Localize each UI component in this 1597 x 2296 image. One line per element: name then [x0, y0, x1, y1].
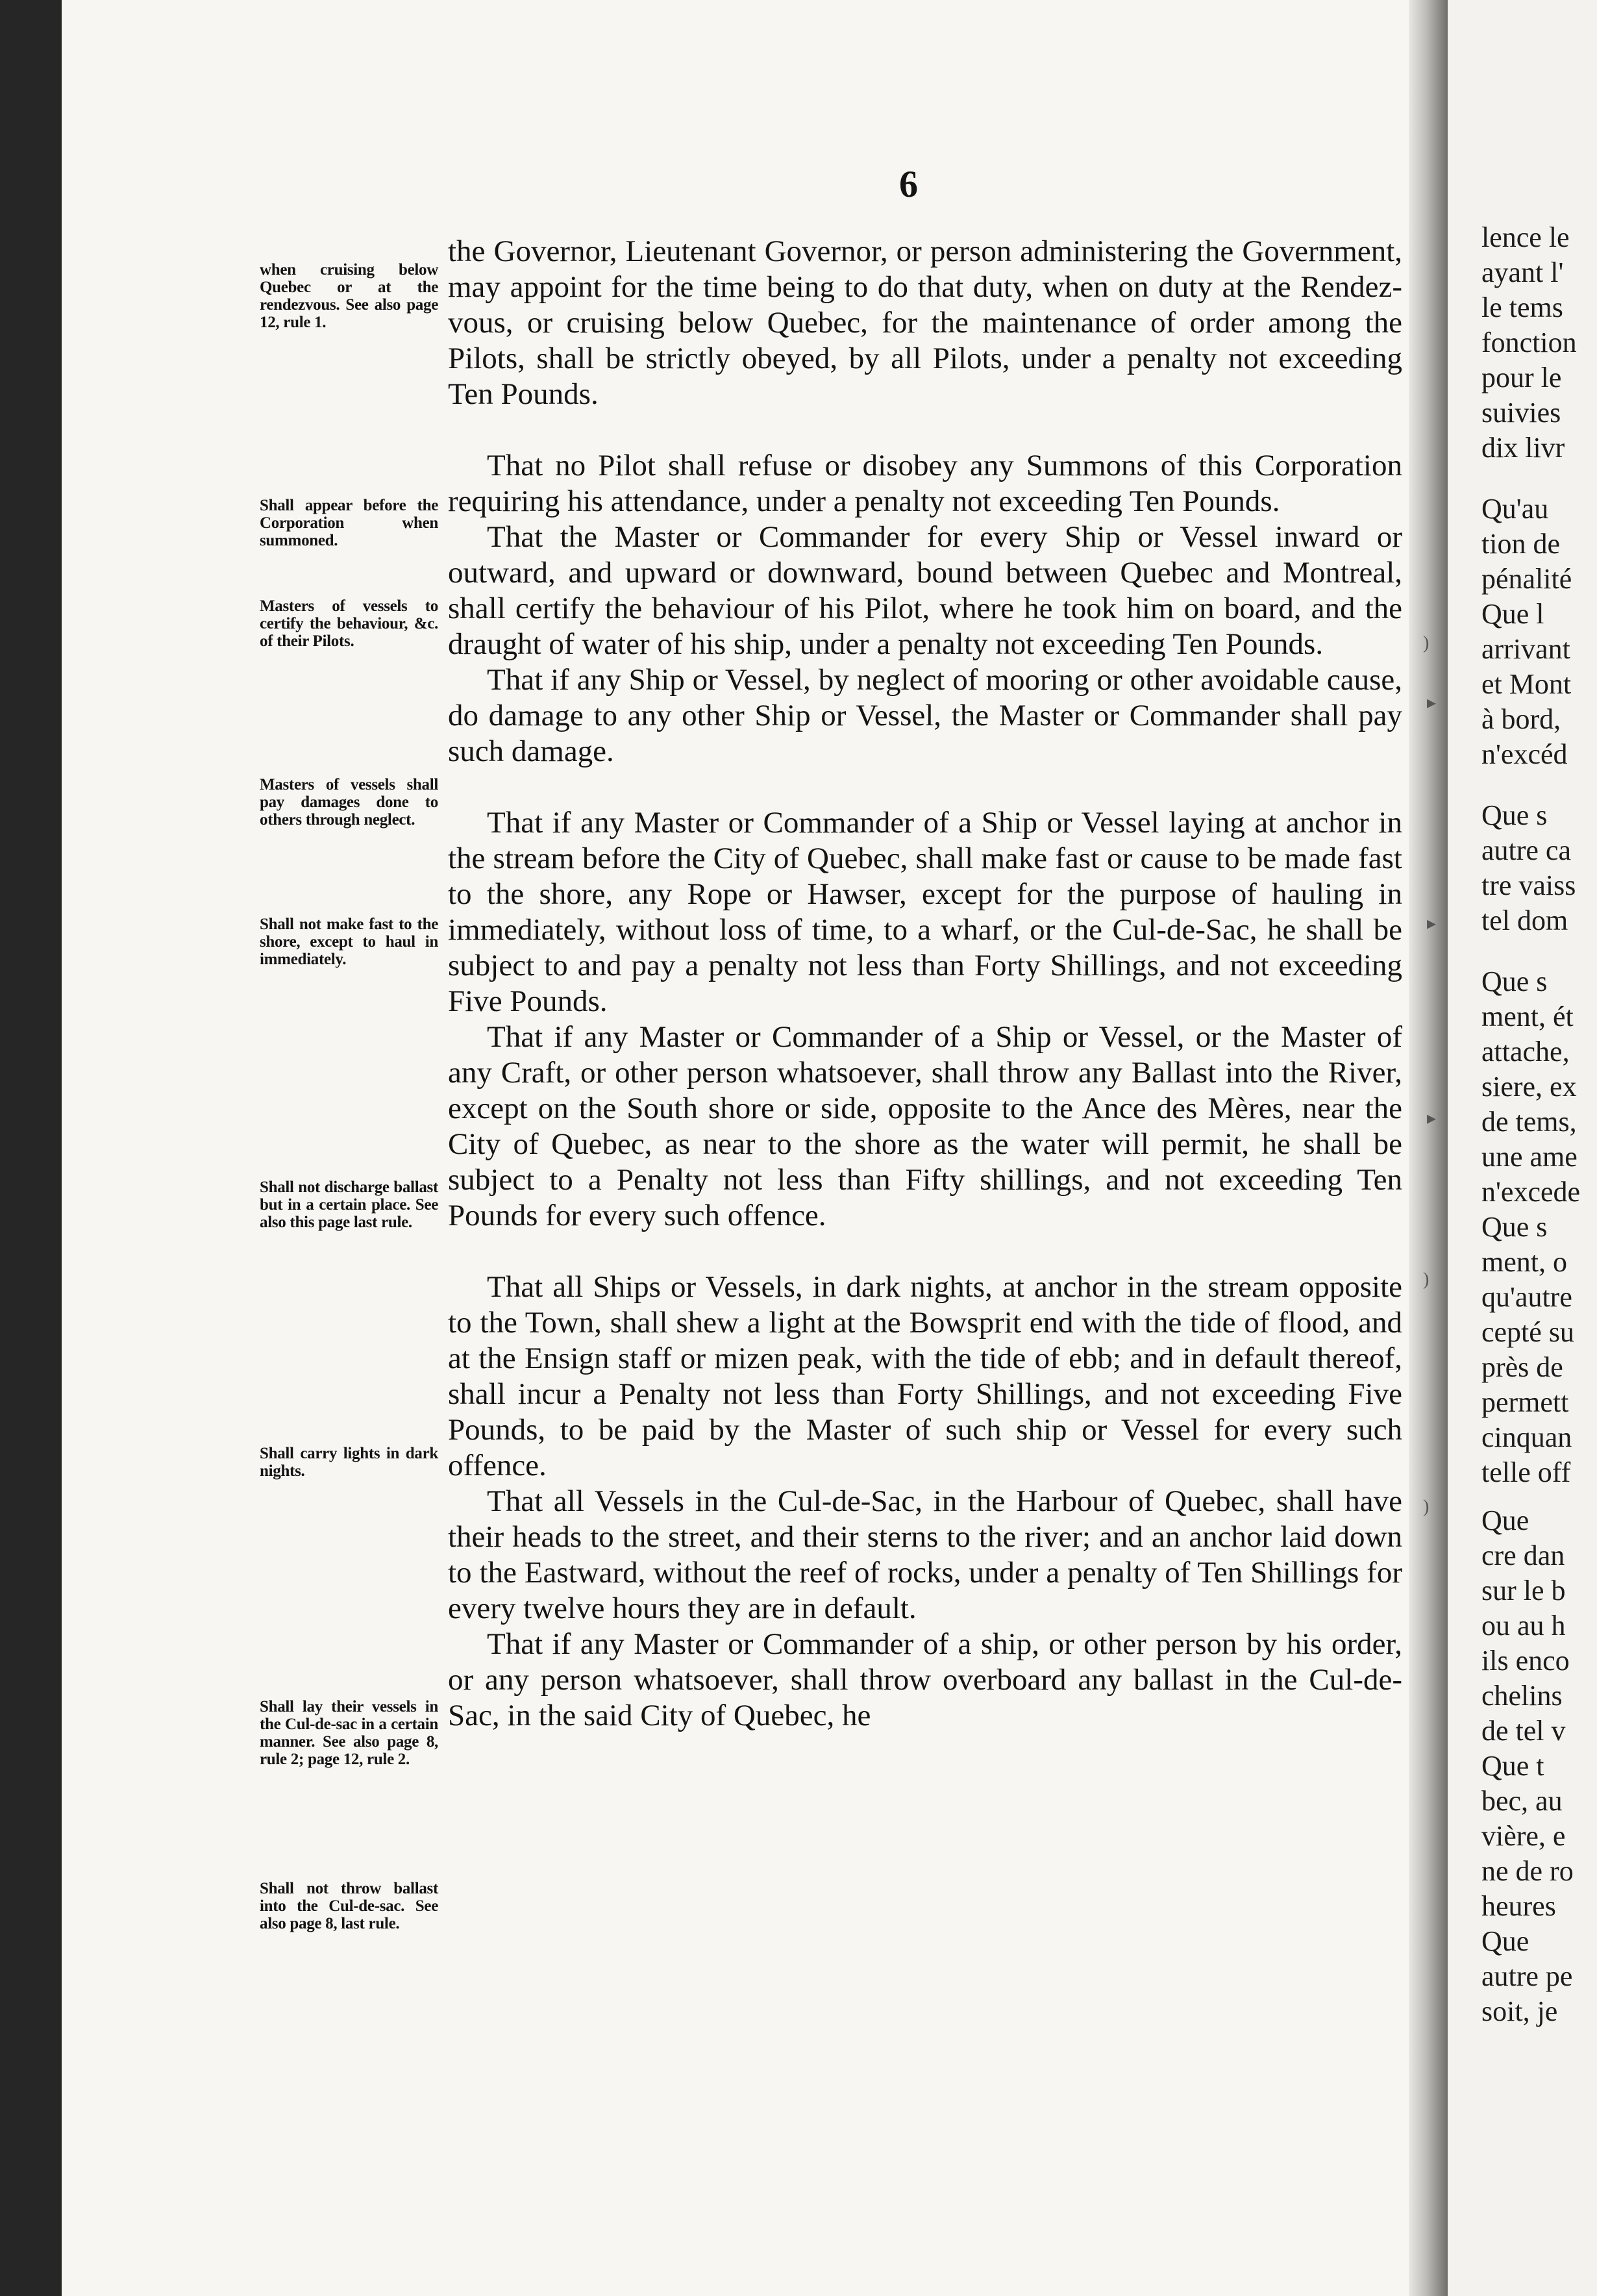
margin-note: Shall carry lights in dark nights.: [260, 1445, 438, 1480]
right-page-fragment: à bord,: [1481, 703, 1561, 735]
right-page-fragment: Que t: [1481, 1750, 1544, 1782]
right-page-fragment: le tems: [1481, 292, 1563, 323]
margin-note: when cruising below Quebec or at the rendezvous. See also page 12, rule 1.: [260, 261, 438, 331]
right-page-fragment: autre pe: [1481, 1960, 1573, 1992]
main-text-column: [448, 234, 1402, 1734]
right-page-fragment: Que l: [1481, 598, 1544, 630]
right-page-fragment: permett: [1481, 1386, 1569, 1418]
right-page-fragment: n'excede: [1481, 1176, 1581, 1208]
right-page-fragment: attache,: [1481, 1036, 1570, 1067]
right-page-fragment: Que: [1481, 1504, 1529, 1536]
right-page-fragment: siere, ex: [1481, 1071, 1577, 1103]
right-page-fragment: bec, au: [1481, 1785, 1563, 1817]
right-page-fragment: de tems,: [1481, 1106, 1577, 1138]
paragraph: That if any Master or Commander of a ship, or other person by his order, or any person whatsoever, shall throw overboard any ballast in the Cul-de-Sac, in the said City of Quebec, he: [448, 1627, 1402, 1732]
right-page-fragment: Que: [1481, 1925, 1529, 1957]
paragraph: That if any Ship or Vessel, by neglect of mooring or other avoidable cause, do damage to any other Ship or Vessel, the Master or Commander shall pay such damage.: [448, 663, 1402, 768]
right-page-fragment: pour le: [1481, 362, 1562, 393]
edge-mark: ▸: [1427, 693, 1437, 713]
right-page-fragment: fonction: [1481, 327, 1577, 358]
right-page-fragment: et Mont: [1481, 668, 1572, 700]
paragraph: That the Master or Commander for every Ship or Vessel inward or outward, and upward or downward, bound between Quebec and Montreal, shall certify the behaviour of his Pilot, where he took him on board, and the draught of water of his ship, under a penalty not exceeding Ten Pounds.: [448, 520, 1402, 661]
paragraph: That if any Master or Commander of a Ship or Vessel laying at anchor in the stream before the City of Quebec, shall make fast or cause to be made fast to the shore, any Rope or Hawser, except for the purpose of hauling in immediately, without loss of time, to a wharf, or the Cul-de-Sac, he shall be subject to and pay a penalty not less than Forty Shillings, and not exceeding Five Pounds.: [448, 806, 1402, 1018]
paragraph: That all Vessels in the Cul-de-Sac, in the Harbour of Quebec, shall have their heads to the street, and their sterns to the river; and an anchor laid down to the Eastward, without the reef of rocks, under a penalty of Ten Shillings for every twelve hours they are in default.: [448, 1484, 1402, 1625]
edge-mark: ▸: [1427, 1108, 1437, 1129]
edge-mark: ▸: [1427, 914, 1437, 934]
right-page-fragment: Que s: [1481, 1211, 1548, 1243]
right-page-fragment: telle off: [1481, 1456, 1571, 1488]
margin-note: Shall not discharge ballast but in a certain place. See also this page last rule.: [260, 1179, 438, 1231]
right-page-fragment: lence le: [1481, 221, 1570, 253]
right-page-fragment: pénalité: [1481, 563, 1572, 595]
right-page-fragment: suivies: [1481, 397, 1561, 429]
edge-mark: ): [1423, 633, 1430, 653]
right-page-fragment: dix livr: [1481, 432, 1565, 464]
right-page-fragment: Que s: [1481, 799, 1548, 831]
right-page-fragment: n'excéd: [1481, 738, 1568, 770]
paragraph: the Governor, Lieutenant Governor, or person administering the Government, may appoint for the time being to do that duty, when on duty at the Rendez-vous, or cruising below Quebec, for the maintenance of order among the Pilots, shall be strictly obeyed, by all Pilots, under a penalty not exceeding Ten Pounds.: [448, 234, 1402, 411]
right-page-fragment: cepté su: [1481, 1316, 1574, 1348]
margin-note: Masters of vessels shall pay damages done to others through neglect.: [260, 776, 438, 829]
margin-note: Shall not throw ballast into the Cul-de-sac. See also page 8, last rule.: [260, 1880, 438, 1932]
right-page-fragment: tel dom: [1481, 905, 1568, 936]
scan-left-edge: [0, 0, 62, 2296]
paragraph: That no Pilot shall refuse or disobey any Summons of this Corporation requiring his attendance, under a penalty not exceeding Ten Pounds.: [448, 449, 1402, 518]
right-page-fragment: Qu'au: [1481, 493, 1549, 525]
right-page-fragment: arrivant: [1481, 633, 1570, 665]
paragraph: That all Ships or Vessels, in dark nights, at anchor in the stream opposite to the Town, shall shew a light at the Bowsprit end with the tide of flood, and at the Ensign staff or mizen peak, with the tide of ebb; and in default thereof, shall incur a Penalty not less than Forty Shillings, and not exceeding Five Pounds, to be paid by the Master of such ship or Vessel for every such offence.: [448, 1270, 1402, 1482]
page-number: 6: [899, 163, 918, 205]
right-page-fragment: ayant l': [1481, 256, 1564, 288]
right-page-fragment: cre dan: [1481, 1540, 1565, 1571]
right-page-fragment: Que s: [1481, 966, 1548, 997]
right-page-fragment: autre ca: [1481, 834, 1571, 866]
margin-note: Masters of vessels to certify the behaviour, &c. of their Pilots.: [260, 597, 438, 650]
right-page-fragment: chelins: [1481, 1680, 1563, 1712]
right-page-fragment: heures: [1481, 1890, 1556, 1922]
right-page-fragment: sur le b: [1481, 1575, 1566, 1606]
margin-note: Shall not make fast to the shore, except to haul in immediately.: [260, 916, 438, 968]
margin-note: Shall appear before the Corporation when summoned.: [260, 497, 438, 549]
right-page-fragment: près de: [1481, 1351, 1563, 1383]
right-page-fragment: une ame: [1481, 1141, 1578, 1173]
margin-note: Shall lay their vessels in the Cul-de-sac in a certain manner. See also page 8, rule 2; page 12, rule 2.: [260, 1698, 438, 1768]
right-page-fragment: ne de ro: [1481, 1855, 1574, 1887]
edge-mark: ): [1423, 1269, 1430, 1290]
edge-mark: ): [1423, 1497, 1430, 1517]
right-page-fragment: ment, ét: [1481, 1001, 1574, 1032]
right-page-fragment: tre vaiss: [1481, 869, 1576, 901]
right-page-fragment: vière, e: [1481, 1820, 1566, 1852]
right-page-fragment: qu'autre: [1481, 1281, 1572, 1313]
right-page-fragment: soit, je: [1481, 1995, 1558, 2027]
page-gutter: [1409, 0, 1448, 2296]
right-page-fragment: ment, o: [1481, 1246, 1567, 1278]
paragraph: That if any Master or Commander of a Ship or Vessel, or the Master of any Craft, or other person whatsoever, shall throw any Ballast into the River, except on the South shore or side, opposite to the Ance des Mères, near the City of Quebec, as near to the shore as the water will permit, he shall be subject to a Penalty not less than Fifty shillings, and not exceeding Ten Pounds for every such offence.: [448, 1020, 1402, 1232]
right-page-fragment: ils enco: [1481, 1645, 1570, 1677]
right-page-fragment: cinquan: [1481, 1421, 1572, 1453]
right-page-fragment: ou au h: [1481, 1610, 1566, 1641]
right-page-fragment: de tel v: [1481, 1715, 1566, 1747]
right-page-fragment: tion de: [1481, 528, 1560, 560]
